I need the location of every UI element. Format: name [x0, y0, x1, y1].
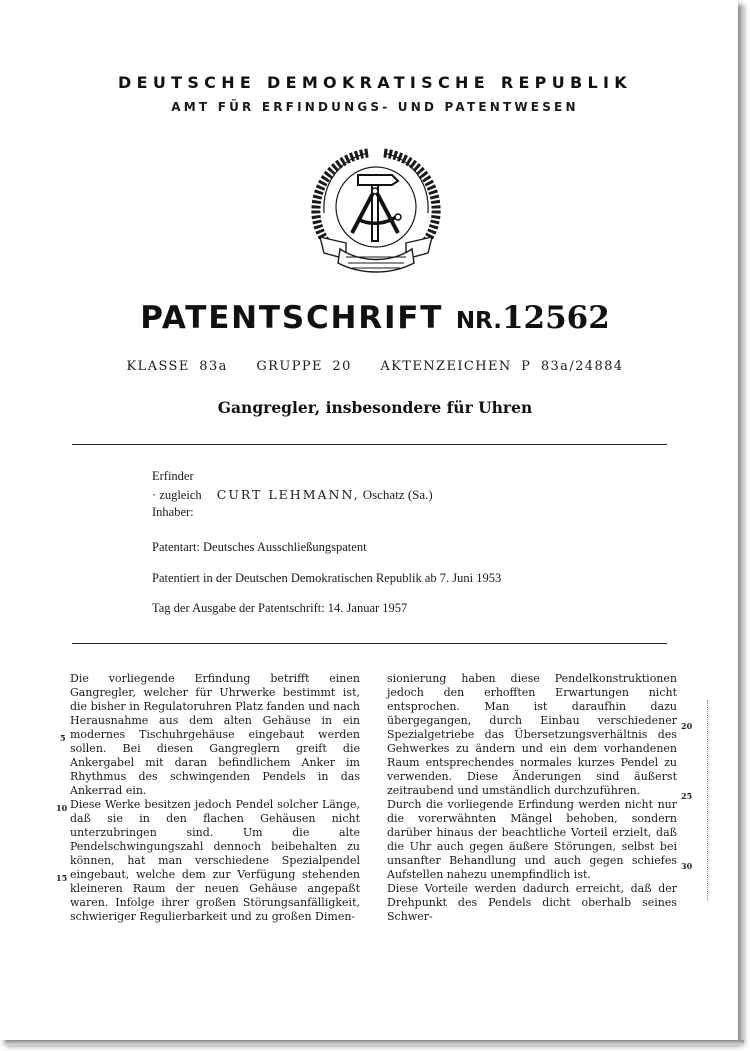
page-shadow-bottom — [6, 1040, 744, 1045]
issuing-office: AMT FÜR ERFINDUNGS- UND PATENTWESEN — [171, 100, 579, 114]
title-prefix: PATENTSCHRIFT — [140, 300, 444, 336]
issue-date: Tag der Ausgabe der Patentschrift: 14. Januar 1957 — [152, 601, 408, 615]
patent-type: Patentart: Deutsches Ausschließungspatent — [152, 540, 367, 554]
inventor-label-1: Erfinder — [152, 469, 194, 483]
classification-line — [0, 359, 750, 374]
document-title — [0, 300, 750, 336]
line-number: 20 — [681, 721, 693, 731]
ddr-emblem-icon — [306, 145, 446, 275]
line-number: 25 — [681, 791, 693, 801]
patent-number: 12562 — [501, 300, 610, 336]
body-paragraph: Die vorliegende Erfindung betrifft einen Gangregler, welcher für Uhrwerke bestimmt ist, die bisher in Regulatoruhren Platz fanden und nach Herausnahme aus dem alten Gehäuse in ein modernes Tischuhrgehäuse eingebaut werden sollen. Bei diesen Gangreglern greift die Ankergabel mit daran befindlichem Anker im Rhythmus des schwingenden Pendels in das Ankerrad ein. — [70, 672, 360, 797]
body-paragraph: Diese Werke besitzen jedoch Pendel solcher Länge, daß sie in den flachen Gehäusen nicht unterzubringen sind. Um die alte Pendelschwingungszahl dennoch beibehalten zu können, hat man verschiedene Spezialpendel eingebaut, welche dem zur Verfügung stehenden kleineren Raum der neuen Gehäuse angepaßt waren. Infolge ihrer großen Störungsanfälligkeit, schwieriger Regulierbarkeit und zu großen Dimen- — [70, 798, 360, 923]
patented-date: Patentiert in der Deutschen Demokratischen Republik ab 7. Juni 1953 — [152, 571, 502, 585]
inventor-label-2: · zugleich — [152, 488, 202, 502]
body-paragraph: sionierung haben diese Pendelkonstruktionen jedoch den erhofften Erwartungen nicht entsprochen. Man ist daraufhin dazu übergegangen, durch Einbau verschiedener Spezialgetriebe das Übersetzungsverhältnis des Gehwerkes zu ändern und ein dem vorhandenen Raum entsprechendes normales kurzes Pendel zu verwenden. Diese Änderungen sind äußerst zeitraubend und umständlich durchzuführen. — [387, 672, 677, 797]
body-column-right — [387, 672, 677, 924]
line-number: 10 — [56, 803, 68, 813]
bottom-divider — [72, 643, 667, 644]
inventor-name: CURT LEHMANN, — [216, 487, 360, 502]
inventor-label-3: Inhaber: — [152, 505, 194, 519]
line-number: 15 — [56, 873, 68, 883]
klasse: KLASSE 83a — [126, 359, 228, 374]
issuing-state: DEUTSCHE DEMOKRATISCHE REPUBLIK — [118, 73, 632, 92]
gruppe: GRUPPE 20 — [256, 359, 352, 374]
inventor-place: Oschatz (Sa.) — [362, 487, 433, 502]
line-number: 30 — [681, 861, 693, 871]
body-paragraph: Durch die vorliegende Erfindung werden nicht nur die vorerwähnten Mängel behoben, sondern darüber hinaus der beachtliche Vorteil erzielt, daß die Uhr auch gegen äußere Störungen, selbst bei unsanfter Behandlung und auch gegen schiefes Aufstellen nahezu unempfindlich ist. — [387, 798, 677, 881]
line-number: 5 — [60, 733, 66, 743]
aktenzeichen: AKTENZEICHEN P 83a/24884 — [380, 359, 624, 374]
inventor-row — [152, 487, 433, 503]
body-paragraph: Diese Vorteile werden dadurch erreicht, daß der Drehpunkt des Pendels dicht oberhalb seines Schwer- — [387, 882, 677, 923]
patent-subject: Gangregler, insbesondere für Uhren — [217, 398, 533, 417]
body-column-left — [70, 672, 360, 924]
title-nr-label: NR. — [455, 308, 502, 334]
top-divider — [72, 444, 667, 445]
page-shadow-right — [738, 8, 744, 1045]
margin-dotted-line — [707, 700, 708, 900]
